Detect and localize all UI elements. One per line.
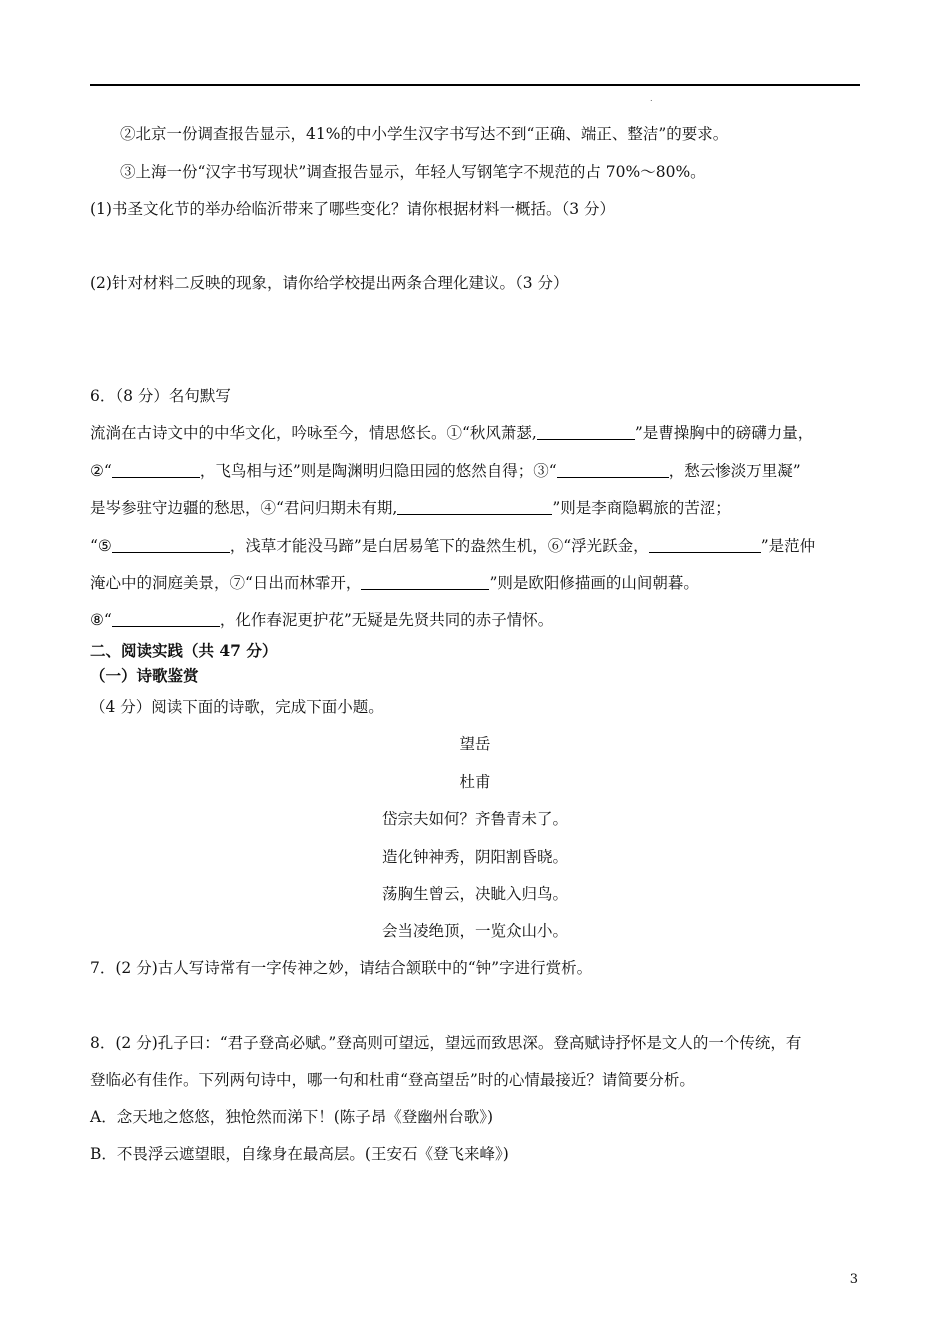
- poem-line-1: 岱宗夫如何？齐鲁青未了。: [381, 810, 568, 828]
- material-item-2: ②北京一份调查报告显示，41%的中小学生汉字书写达不到“正确、端正、整洁”的要求。: [120, 125, 729, 143]
- blank-1[interactable]: [537, 425, 635, 440]
- q8-option-a: A．念天地之悠悠，独怆然而涕下！(陈子昂《登幽州台歌》): [90, 1108, 494, 1126]
- q5-sub1: (1)书圣文化节的举办给临沂带来了哪些变化？请你根据材料一概括。（3 分）: [90, 200, 615, 218]
- blank-6[interactable]: [649, 538, 761, 553]
- q8-option-b: B．不畏浮云遮望眼，自缘身在最高层。(王安石《登飞来峰》): [90, 1145, 509, 1163]
- q6-header: 6．（8 分）名句默写: [90, 387, 231, 405]
- poem-line-3: 荡胸生曾云，决眦入归鸟。: [381, 885, 568, 903]
- poem-title: 望岳: [459, 735, 491, 753]
- header-dot: .: [650, 94, 653, 103]
- section-2-subtitle: （一）诗歌鉴赏: [90, 666, 199, 685]
- blank-4[interactable]: [397, 500, 552, 515]
- q6-line-2: ②“ ，飞鸟相与还”则是陶渊明归隐田园的悠然自得；③“ ，愁云惨淡万里凝”: [90, 462, 801, 480]
- blank-3[interactable]: [557, 463, 669, 478]
- blank-5[interactable]: [112, 538, 230, 553]
- q6-line-3: 是岑参驻守边疆的愁思，④“君问归期未有期, ”则是李商隐羁旅的苦涩；: [90, 499, 731, 517]
- q6-line-4: “⑤ ，浅草才能没马蹄”是白居易笔下的盎然生机，⑥“浮光跃金， ”是范仲: [90, 537, 816, 555]
- blank-8[interactable]: [112, 612, 220, 627]
- q5-sub2: (2)针对材料二反映的现象，请你给学校提出两条合理化建议。（3 分）: [90, 274, 569, 292]
- q8-line-2: 登临必有佳作。下列两句诗中，哪一句和杜甫“登高望岳”时的心情最接近？请简要分析。: [90, 1071, 695, 1089]
- q7: 7．(2 分)古人写诗常有一字传神之妙，请结合颔联中的“钟”字进行赏析。: [90, 959, 593, 977]
- q6-line-6: ⑧“ ，化作春泥更护花”无疑是先贤共同的赤子情怀。: [90, 611, 554, 629]
- q6-line-1: 流淌在古诗文中的中华文化，吟咏至今，情思悠长。①“秋风萧瑟, ”是曹操胸中的磅礴力量，: [90, 424, 814, 442]
- q8-line-1: 8．(2 分)孔子曰：“君子登高必赋。”登高则可望远，望远而致思深。登高赋诗抒怀是文人的一个传统，有: [90, 1034, 802, 1052]
- blank-2[interactable]: [112, 463, 200, 478]
- section-2-intro: （4 分）阅读下面的诗歌，完成下面小题。: [90, 698, 384, 716]
- material-item-3: ③上海一份“汉字书写现状”调查报告显示，年轻人写钢笔字不规范的占 70%～80%。: [120, 163, 706, 181]
- poem-line-4: 会当凌绝顶，一览众山小。: [381, 922, 568, 940]
- poem-line-2: 造化钟神秀，阴阳割昏晓。: [381, 848, 568, 866]
- poem-author: 杜甫: [459, 773, 491, 791]
- header-rule: [90, 84, 860, 86]
- q6-line-5: 淹心中的洞庭美景，⑦“日出而林霏开， ”则是欧阳修描画的山间朝暮。: [90, 574, 699, 592]
- section-2-title: 二、阅读实践（共 47 分）: [90, 641, 278, 660]
- blank-7[interactable]: [361, 575, 489, 590]
- page-number: 3: [849, 1272, 858, 1287]
